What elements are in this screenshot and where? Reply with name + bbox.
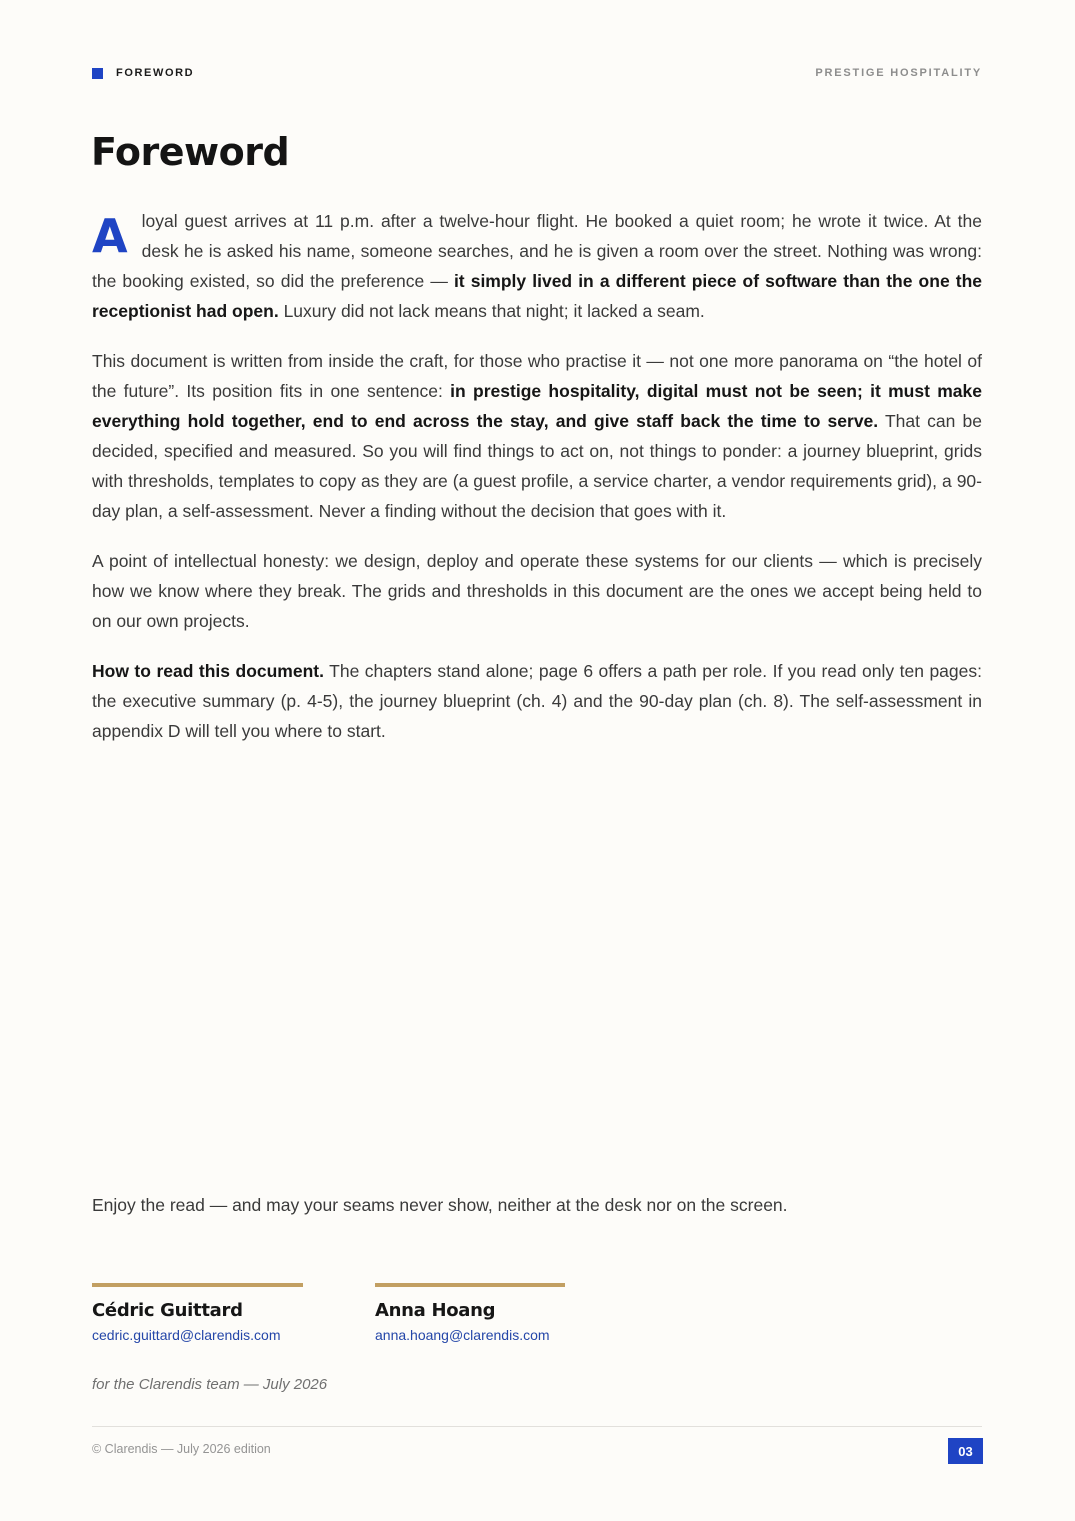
brand-label: PRESTIGE HOSPITALITY (815, 67, 982, 79)
section-label (92, 67, 194, 79)
team-line: for the Clarendis team — July 2026 (92, 1376, 328, 1393)
body-text (92, 206, 982, 766)
copyright-text: © Clarendis — July 2026 edition (92, 1442, 271, 1456)
paragraph-text: Luxury did not lack means that night; it lacked a seam. (278, 301, 705, 321)
closing-line: Enjoy the read — and may your seams never show, neither at the desk nor on the screen. (92, 1195, 788, 1215)
paragraph-text: A point of intellectual honesty: we design, deploy and operate these systems for our clients — which is precisely how we know where they break. The grids and thresholds in this document are the ones we accept being held to on our own projects. (92, 551, 982, 631)
page-title: Foreword (91, 130, 290, 174)
signatory-email-link[interactable]: cedric.guittard@clarendis.com (92, 1327, 281, 1343)
drop-cap: A (92, 209, 128, 263)
signatory-name: Anna Hoang (375, 1300, 496, 1321)
paragraph-position (92, 346, 982, 526)
section-label-text: FOREWORD (116, 67, 195, 79)
paragraph-intro (92, 206, 982, 326)
signatory-email-link[interactable]: anna.hoang@clarendis.com (375, 1327, 550, 1343)
paragraph-emphasis: in prestige hospitality, digital must not be seen; it must make everything hold together, end to end across the stay, and give staff back the time to serve. (92, 381, 982, 431)
paragraph-text: The chapters stand alone; page 6 offers a path per role. If you read only ten pages: the executive summary (p. 4-5), the journey blueprint (ch. 4) and the 90-day plan (ch. 8). The self-assessment in appendix D will tell you where to start. (92, 661, 982, 741)
signatory-name: Cédric Guittard (92, 1300, 243, 1321)
signature-block (375, 1283, 565, 1343)
running-header (92, 67, 982, 81)
paragraph-emphasis: it simply lived in a different piece of software than the one the receptionist had open. (92, 271, 983, 321)
signature-block (92, 1283, 303, 1343)
footer-divider (92, 1426, 982, 1427)
signature-rule (375, 1283, 565, 1287)
paragraph-text: loyal guest arrives at 11 p.m. after a twelve-hour flight. He booked a quiet room; he wrote it twice. At the desk he is asked his name, someone searches, and he is given a room over the street. Nothing was wrong: the booking existed, so did the preference — (92, 211, 982, 291)
signature-rule (92, 1283, 303, 1287)
page-number-badge: 03 (948, 1438, 983, 1464)
paragraph-honesty (92, 546, 982, 636)
paragraph-text: That can be decided, specified and measured. So you will find things to act on, not things to ponder: a journey blueprint, grids with thresholds, templates to copy as they are (a guest profile, a service charter, a vendor requirements grid), a 90-day plan, a self-assessment. Never a finding without the decision that goes with it. (92, 411, 983, 521)
paragraph-text: This document is written from inside the craft, for those who practise it — not one more panorama on “the hotel of the future”. Its position fits in one sentence: (92, 351, 982, 401)
paragraph-emphasis: How to read this document. (92, 661, 324, 681)
square-bullet-icon (92, 68, 103, 79)
paragraph-how-to-read (92, 656, 982, 746)
